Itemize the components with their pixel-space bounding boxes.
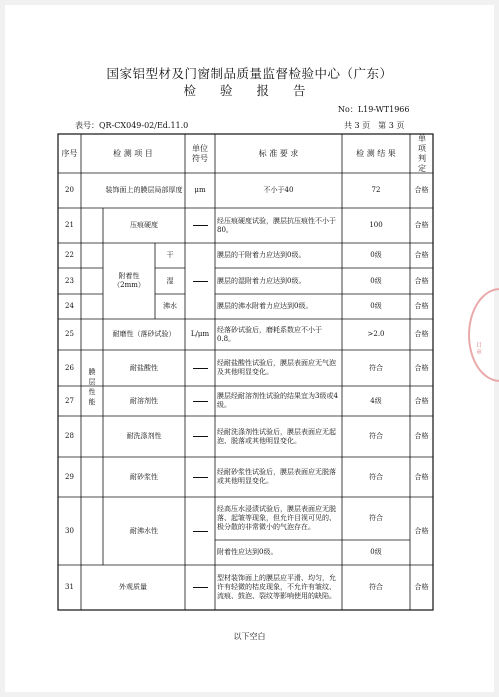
row-unit-dash bbox=[185, 416, 215, 457]
row-result: 4级 bbox=[370, 396, 382, 405]
row-item: 外观质量 bbox=[119, 583, 147, 591]
row-verdict: 合格 bbox=[414, 363, 429, 372]
row-no: 30 bbox=[65, 526, 74, 535]
row-requirement: 经耐砂浆性试验后，膜层表面应无脱落或其他明显变化。 bbox=[217, 468, 336, 485]
row-verdict: 合格 bbox=[414, 276, 429, 285]
row-unit: μm bbox=[194, 186, 206, 194]
row-result: 0级 bbox=[370, 251, 382, 259]
row-unit-dash bbox=[185, 457, 215, 497]
header-unit: 单位符号 bbox=[192, 143, 208, 163]
row-item: 湿 bbox=[166, 276, 174, 285]
row-no: 20 bbox=[65, 186, 74, 194]
row-verdict: 合格 bbox=[414, 330, 429, 338]
header-requirement: 标 准 要 求 bbox=[258, 148, 299, 158]
row-item: 耐磨性（落砂试验） bbox=[112, 330, 176, 338]
row-result-adhesion: 0级 bbox=[370, 548, 382, 556]
row-item: 装饰面上的膜层局部厚度 bbox=[105, 186, 183, 194]
row-unit-dash bbox=[185, 243, 215, 319]
row-requirement: 经落砂试验后，磨耗系数应不小于0.8。 bbox=[217, 325, 322, 343]
row-requirement: 经耐洗涤剂性试验后，膜层表面应无起泡、脱落或其他明显变化。 bbox=[217, 427, 336, 445]
row-verdict: 合格 bbox=[414, 432, 429, 440]
page-count: 共 3 页 第 3 页 bbox=[344, 121, 405, 130]
row-requirement: 经耐盐酸性试验后，膜层表面应无气泡及其他明显变化。 bbox=[217, 359, 336, 376]
report-title: 国家铝型材及门窗制品质量监督检验中心（广东） bbox=[106, 66, 393, 81]
row-verdict: 合格 bbox=[414, 302, 429, 310]
row-no: 27 bbox=[65, 396, 74, 405]
row-result: 0级 bbox=[370, 276, 382, 285]
row-requirement: 膜层的干附着力应达到0级。 bbox=[217, 251, 306, 259]
row-verdict: 合格 bbox=[414, 396, 429, 405]
row-verdict: 合格 bbox=[414, 221, 429, 229]
row-result: 符合 bbox=[369, 514, 383, 522]
header-seq: 序号 bbox=[61, 148, 78, 158]
form-number: 表号：QR-CX049-02/Ed.11.0 bbox=[75, 121, 189, 130]
blank-below-note: 以下空白 bbox=[233, 632, 266, 641]
row-verdict: 合格 bbox=[414, 251, 429, 259]
row-result: >2.0 bbox=[367, 330, 385, 338]
row-item: 耐砂浆性 bbox=[130, 472, 158, 481]
row-no: 25 bbox=[65, 330, 74, 338]
row-result: 0级 bbox=[370, 302, 382, 310]
row-unit-dash bbox=[185, 497, 215, 565]
report-subtitle: 检 验 报 告 bbox=[183, 83, 316, 98]
row-verdict: 合格 bbox=[414, 583, 429, 591]
row-item: 耐盐酸性 bbox=[130, 363, 158, 372]
row-requirement: 型材装饰面上的膜层应平滑、均匀，允许有轻微的桔皮现象，不允许有皱纹、流痕、鼓泡、裂纹等影响使用的缺陷。 bbox=[217, 574, 336, 600]
row-result: 100 bbox=[369, 221, 383, 229]
header-verdict: 单项判定 bbox=[418, 133, 426, 173]
adhesion-label: 附着性（2mm） bbox=[113, 272, 145, 289]
row-unit-dash bbox=[185, 386, 215, 416]
row-result: 符合 bbox=[369, 363, 383, 372]
row-result: 72 bbox=[371, 186, 381, 194]
row-no: 29 bbox=[65, 472, 74, 481]
row-item: 压痕硬度 bbox=[130, 221, 158, 229]
row-no: 22 bbox=[65, 251, 74, 259]
row-unit: L/μm bbox=[190, 330, 210, 338]
row-verdict: 合格 bbox=[414, 186, 429, 194]
row-item: 耐沸水性 bbox=[130, 526, 158, 535]
row-no: 28 bbox=[65, 432, 74, 440]
row-result: 符合 bbox=[369, 472, 383, 481]
report-number: No：L19-WT1966 bbox=[338, 105, 410, 114]
row-item: 干 bbox=[166, 251, 174, 259]
row-unit-dash bbox=[185, 565, 215, 610]
row-item: 耐洗涤剂性 bbox=[126, 432, 162, 440]
row-item: 沸水 bbox=[163, 302, 177, 310]
header-result: 检 测 结 果 bbox=[356, 148, 396, 158]
row-no: 24 bbox=[65, 302, 74, 310]
row-requirement: 膜层经耐溶剂性试验的结果宜为3级或4级。 bbox=[217, 392, 338, 409]
row-unit-dash bbox=[185, 350, 215, 386]
row-requirement: 经高压水浸渍试验后，膜层表面应无脱落、起皱等现象，但允许目视可见的、极分散的非常微小的气泡存在。 bbox=[217, 505, 336, 531]
inspection-seal-stamp: 目 章 bbox=[468, 288, 499, 382]
row-item: 耐溶剂性 bbox=[130, 396, 158, 405]
row-requirement: 膜层的沸水附着力应达到0级。 bbox=[217, 302, 313, 310]
group-label-film-performance: 膜层性能 bbox=[88, 367, 96, 406]
row-requirement: 经压痕硬度试验，膜层抗压痕性不小于80。 bbox=[217, 216, 336, 234]
row-no: 21 bbox=[65, 221, 74, 229]
header-item: 检 测 项 目 bbox=[113, 148, 153, 158]
row-verdict: 合格 bbox=[414, 472, 429, 481]
row-requirement-adhesion: 附着性应达到0级。 bbox=[217, 548, 278, 556]
row-no: 23 bbox=[65, 276, 74, 285]
row-requirement: 膜层的湿附着力应达到0级。 bbox=[217, 276, 306, 285]
row-result: 符合 bbox=[369, 583, 383, 591]
row-verdict: 合格 bbox=[414, 526, 429, 535]
row-result: 符合 bbox=[369, 432, 383, 440]
row-no: 26 bbox=[65, 363, 74, 372]
row-unit-dash bbox=[185, 208, 215, 243]
row-no: 31 bbox=[65, 583, 74, 591]
row-requirement: 不小于40 bbox=[263, 186, 294, 194]
